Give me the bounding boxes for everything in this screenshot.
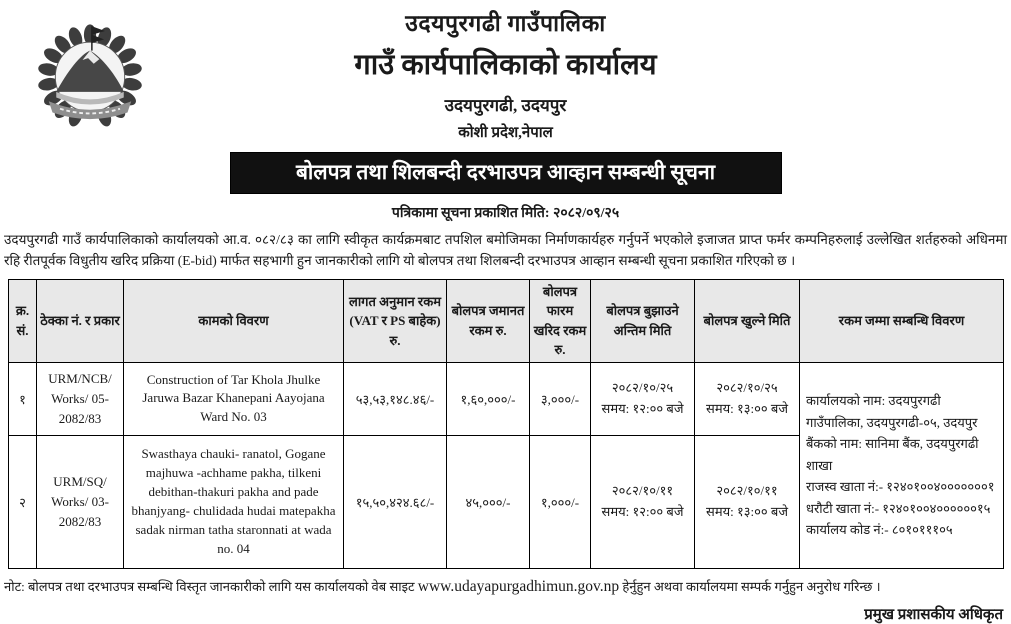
cell-form-fee: ३,०००/- — [530, 362, 591, 435]
payment-office-line: कार्यालयको नाम: उदयपुरगढी गाउँपालिका, उदयपुरगढी-०५, उदयपुर — [806, 393, 978, 430]
signature-title: प्रमुख प्रशासकीय अधिकृत — [864, 606, 1003, 623]
municipality-emblem — [30, 20, 150, 135]
col-header-bid-security: बोलपत्र जमानत रकम रु. — [447, 279, 530, 362]
cell-form-fee: १,०००/- — [530, 435, 591, 568]
cell-work-description: Swasthaya chauki- ranatol, Gogane majhuwa -achhame pakha, tilkeni debithan-thakuri pakha and pade bhanjyang- chulidada hudai matepakha sadak nirman tatha staronnati at wada no. 04 — [124, 435, 344, 568]
payment-bank-line: बैंकको नाम: सानिमा बैंक, उदयपुरगढी शाखा — [806, 436, 979, 473]
province-line: कोशी प्रदेश,नेपाल — [458, 125, 553, 141]
submission-time: समय: १२:०० बजे — [601, 503, 684, 519]
col-header-submission: बोलपत्र बुझाउने अन्तिम मिति — [591, 279, 695, 362]
payment-office-code-line: कार्यालय कोड नं:- ८०१०१११०५ — [806, 521, 953, 537]
col-header-form-fee: बोलपत्र फारम खरिद रकम रु. — [530, 279, 591, 362]
office-location: उदयपुरगढी, उदयपुर — [444, 96, 567, 115]
payment-deposit-account-line: धरौटी खाता नं:- १२४०१००४००००००१५ — [806, 500, 991, 516]
cell-submission-deadline — [591, 362, 695, 435]
table-header-row — [9, 279, 1004, 362]
submission-time: समय: १२:०० बजे — [601, 400, 684, 416]
col-header-payment-details: रकम जम्मा सम्बन्धि विवरण — [800, 279, 1004, 362]
cell-bid-security: ४५,०००/- — [447, 435, 530, 568]
cell-cost-estimate: ५३,५३,१४८.४६/- — [344, 362, 447, 435]
cell-sn: १ — [9, 362, 37, 435]
col-header-contract: ठेक्का नं. र प्रकार — [37, 279, 124, 362]
letterhead — [0, 0, 1011, 142]
emblem-graphic — [30, 20, 150, 130]
submission-date: २०८२/१०/२५ — [611, 380, 674, 396]
tender-table — [8, 279, 1004, 569]
cell-contract-no: URM/SQ/ Works/ 03-2082/83 — [37, 435, 124, 568]
col-header-opening: बोलपत्र खुल्ने मिति — [695, 279, 800, 362]
footer-note — [4, 577, 1009, 596]
opening-date: २०८२/१०/२५ — [716, 380, 778, 396]
cell-sn: २ — [9, 435, 37, 568]
submission-date: २०८२/१०/११ — [611, 483, 674, 499]
note-text-suffix: हेर्नुहुन अथवा कार्यालयमा सम्पर्क गर्नुहुन अनुरोध गरिन्छ । — [619, 578, 881, 594]
col-header-estimate: लागत अनुमान रकम (VAT र PS बाहेक) रु. — [344, 279, 447, 362]
cell-work-description: Construction of Tar Khola Jhulke Jaruwa Bazar Khanepani Aayojana Ward No. 03 — [124, 362, 344, 435]
cell-payment-details — [800, 362, 1004, 568]
note-text-prefix: नोट: बोलपत्र तथा दरभाउपत्र सम्बन्धि विस्तृत जानकारीको लागि यस कार्यालयको वेब साइट — [4, 578, 418, 594]
opening-time: समय: १३:०० बजे — [706, 503, 788, 519]
col-header-work: कामको विवरण — [124, 279, 344, 362]
municipality-name: उदयपुरगढी गाउँपालिका — [405, 11, 606, 36]
office-name: गाउँ कार्यपालिकाको कार्यालय — [354, 49, 657, 81]
cell-submission-deadline — [591, 435, 695, 568]
publication-date-line: पत्रिकामा सूचना प्रकाशित मिति: २०८२/०९/२५ — [391, 206, 620, 221]
opening-time: समय: १३:०० बजे — [706, 400, 788, 416]
cell-contract-no: URM/NCB/ Works/ 05-2082/83 — [37, 362, 124, 435]
col-header-sn: क्र. सं. — [9, 279, 37, 362]
cell-opening-date — [695, 362, 800, 435]
cell-opening-date — [695, 435, 800, 568]
website-link[interactable]: www.udayapurgadhimun.gov.np — [417, 577, 620, 595]
intro-paragraph: उदयपुरगढी गाउँ कार्यपालिकाको कार्यालयको आ.व. ०८२/८३ का लागि स्वीकृत कार्यक्रमबाट तपशिल बमोजिमका निर्माणकार्यहरु गर्नुपर्ने भएकोले इजाजत प्राप्त फर्मर कम्पनिहरुलाई उल्लेखित शर्तहरुको अधिनमा रहि रीतपूर्वक विधुतीय खरिद प्रक्रिया (E-bid) मार्फत सहभागी हुन जानकारीको लागि यो बोलपत्र तथा शिलबन्दी दरभाउपत्र आव्हान सम्बन्धी सूचना प्रकाशित गरिएको छ । — [4, 232, 1007, 268]
opening-date: २०८२/१०/११ — [716, 483, 778, 499]
table-row — [9, 362, 1004, 435]
cell-cost-estimate: १५,५०,४२४.६८/- — [344, 435, 447, 568]
notice-title-banner: बोलपत्र तथा शिलबन्दी दरभाउपत्र आव्हान सम्बन्धी सूचना — [230, 152, 782, 194]
payment-revenue-account-line: राजस्व खाता नं:- १२४०१००४०००००००१ — [806, 479, 995, 495]
cell-bid-security: १,६०,०००/- — [447, 362, 530, 435]
